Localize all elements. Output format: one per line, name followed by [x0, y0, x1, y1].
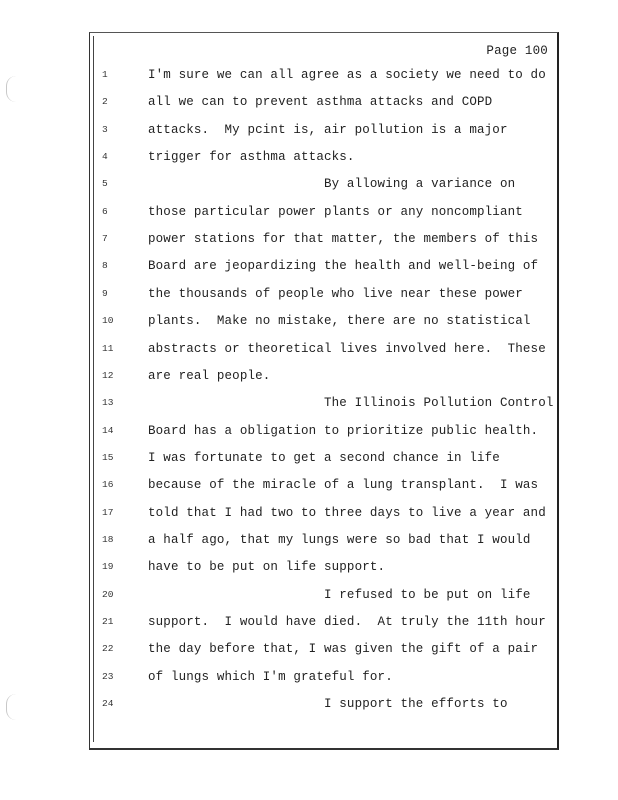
line-number: 6 — [102, 205, 108, 217]
left-margin-rule — [93, 36, 94, 742]
line-number: 23 — [102, 670, 114, 682]
transcript-line-text: power stations for that matter, the members of this — [148, 232, 539, 247]
line-number: 3 — [102, 123, 108, 135]
transcript-line-text: all we can to prevent asthma attacks and COPD — [148, 95, 493, 110]
line-number: 22 — [102, 643, 114, 655]
transcript-line-text: Board are jeopardizing the health and well-being of — [148, 259, 539, 274]
binder-hole-mark-top — [6, 76, 21, 102]
line-number: 11 — [102, 342, 114, 354]
transcript-line-text: support. I would have died. At truly the 11th hour — [148, 615, 546, 629]
line-number: 5 — [102, 178, 108, 190]
transcript-line-text: those particular power plants or any noncompliant — [148, 204, 523, 219]
transcript-line-text: are real people. — [148, 368, 271, 383]
transcript-line-text: I was fortunate to get a second chance in life — [148, 450, 500, 465]
line-number: 19 — [102, 561, 114, 573]
transcript-line-text: abstracts or theoretical lives involved here. These — [148, 341, 546, 356]
transcript-line-text: By allowing a variance on — [148, 177, 516, 192]
line-number: 7 — [102, 233, 108, 245]
line-number: 21 — [102, 616, 114, 627]
transcript-line-text: the thousands of people who live near these power — [148, 286, 523, 301]
line-number: 4 — [102, 151, 108, 163]
line-number: 24 — [102, 698, 114, 710]
line-number: 13 — [102, 397, 114, 409]
line-number: 17 — [102, 506, 114, 518]
transcript-line-text: attacks. My pcint is, air pollution is a major — [148, 122, 508, 137]
line-number: 9 — [102, 287, 108, 299]
transcript-line-text: told that I had two to three days to live a year and — [148, 505, 546, 520]
transcript-line-text: trigger for asthma attacks. — [148, 150, 355, 165]
line-number: 2 — [102, 96, 108, 108]
line-number: 12 — [102, 369, 114, 381]
transcript-line-text: the day before that, I was given the gift of a pair — [148, 642, 539, 657]
transcript-line-text: I'm sure we can all agree as a society we need to do — [148, 68, 546, 82]
transcript-line-text: Board has a obligation to prioritize public health. — [148, 423, 539, 438]
page-number: Page 100 — [486, 44, 548, 58]
line-number: 1 — [102, 69, 108, 80]
binder-hole-mark-bottom — [6, 694, 21, 720]
line-number: 8 — [102, 260, 108, 272]
line-number: 18 — [102, 533, 114, 545]
line-number: 15 — [102, 451, 114, 463]
transcript-line-text: because of the miracle of a lung transplant. I was — [148, 478, 539, 493]
transcript-line-text: of lungs which I'm grateful for. — [148, 669, 393, 684]
line-number: 16 — [102, 479, 114, 491]
transcript-line-text: The Illinois Pollution Control — [148, 396, 554, 411]
line-number: 14 — [102, 424, 114, 436]
transcript-line-text: plants. Make no mistake, there are no statistical — [148, 314, 531, 329]
transcript-line-text: a half ago, that my lungs were so bad that I would — [148, 532, 531, 547]
transcript-line-text: I support the efforts to — [148, 697, 508, 712]
transcript-line-text: I refused to be put on life — [148, 587, 531, 602]
transcript-line-text: have to be put on life support. — [148, 560, 386, 575]
line-number: 20 — [102, 588, 114, 600]
line-number: 10 — [102, 315, 114, 327]
